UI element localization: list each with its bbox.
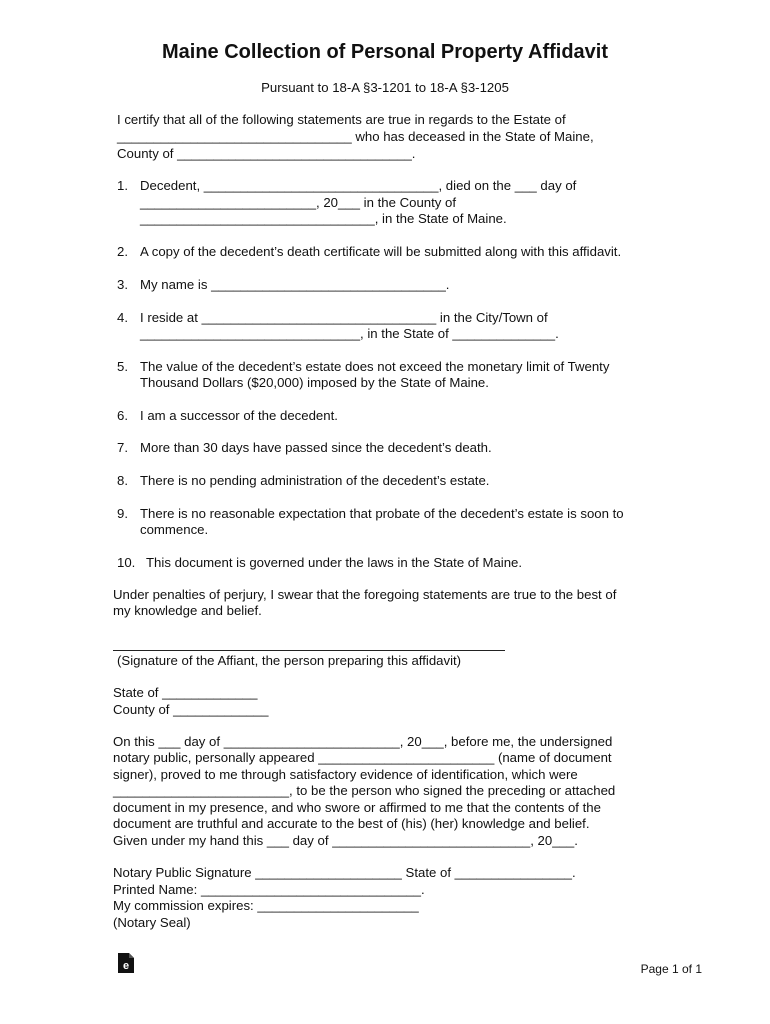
- item-line: There is no pending administration of the decedent’s estate.: [140, 473, 490, 488]
- intro-line: County of ________________________________.: [117, 146, 416, 161]
- item-line: There is no reasonable expectation that probate of the decedent’s estate is soon to: [140, 506, 624, 521]
- perjury-line: my knowledge and belief.: [113, 603, 262, 618]
- perjury-line: Under penalties of perjury, I swear that the foregoing statements are true to the best of: [113, 587, 617, 602]
- item-line: More than 30 days have passed since the decedent’s death.: [140, 440, 492, 455]
- item-number: 8.: [117, 473, 128, 488]
- document-subtitle: Pursuant to 18-A §3-1201 to 18-A §3-1205: [261, 80, 509, 95]
- intro-line: ________________________________ who has deceased in the State of Maine,: [117, 129, 594, 144]
- intro-line: I certify that all of the following statements are true in regards to the Estate of: [117, 112, 566, 127]
- notary-signature-line: Notary Public Signature ____________________ State of ________________.: [113, 865, 576, 880]
- page-number: Page 1 of 1: [640, 962, 702, 976]
- item-line: ________________________________, in the State of Maine.: [140, 211, 507, 226]
- item-number: 3.: [117, 277, 128, 292]
- item-number: 10.: [117, 555, 136, 570]
- notary-line: Given under my hand this ___ day of ___________________________, 20___.: [113, 833, 578, 848]
- commission-expires-line: My commission expires: ______________________: [113, 898, 419, 913]
- svg-text:e: e: [122, 960, 130, 972]
- notary-line: document in my presence, and who swore or affirmed to me that the contents of the: [113, 800, 601, 815]
- item-line: I reside at ________________________________ in the City/Town of: [140, 310, 548, 325]
- printed-name-line: Printed Name: ______________________________.: [113, 882, 425, 897]
- affiant-signature-line[interactable]: [113, 650, 505, 651]
- notary-line: ________________________, to be the person who signed the preceding or attached: [113, 783, 616, 798]
- item-line: commence.: [140, 522, 209, 537]
- item-line: I am a successor of the decedent.: [140, 408, 338, 423]
- item-number: 2.: [117, 244, 128, 259]
- item-line: ______________________________, in the State of ______________.: [140, 326, 559, 341]
- item-line: The value of the decedent’s estate does not exceed the monetary limit of Twenty: [140, 359, 610, 374]
- notary-seal-label: (Notary Seal): [113, 915, 191, 930]
- item-number: 7.: [117, 440, 128, 455]
- document-title: Maine Collection of Personal Property Affidavit: [162, 41, 608, 63]
- esign-logo-icon: [117, 952, 135, 974]
- item-number: 1.: [117, 178, 128, 193]
- venue-county: County of _____________: [113, 702, 269, 717]
- item-number: 4.: [117, 310, 128, 325]
- item-line: A copy of the decedent’s death certificate will be submitted along with this affidavit.: [140, 244, 622, 259]
- notary-line: notary public, personally appeared ________________________ (name of document: [113, 750, 612, 765]
- item-line: Thousand Dollars ($20,000) imposed by the State of Maine.: [140, 375, 489, 390]
- item-number: 5.: [117, 359, 128, 374]
- item-line: My name is ________________________________.: [140, 277, 450, 292]
- item-number: 9.: [117, 506, 128, 521]
- venue-state: State of _____________: [113, 685, 258, 700]
- item-number: 6.: [117, 408, 128, 423]
- notary-line: On this ___ day of ________________________, 20___, before me, the undersigned: [113, 734, 613, 749]
- notary-line: signer), proved to me through satisfactory evidence of identification, which were: [113, 767, 578, 782]
- item-line: ________________________, 20___ in the County of: [140, 195, 457, 210]
- item-line: This document is governed under the laws in the State of Maine.: [146, 555, 523, 570]
- signature-caption: (Signature of the Affiant, the person preparing this affidavit): [117, 653, 462, 668]
- item-line: Decedent, ________________________________, died on the ___ day of: [140, 178, 577, 193]
- notary-line: document are truthful and accurate to the best of (his) (her) knowledge and belief.: [113, 816, 590, 831]
